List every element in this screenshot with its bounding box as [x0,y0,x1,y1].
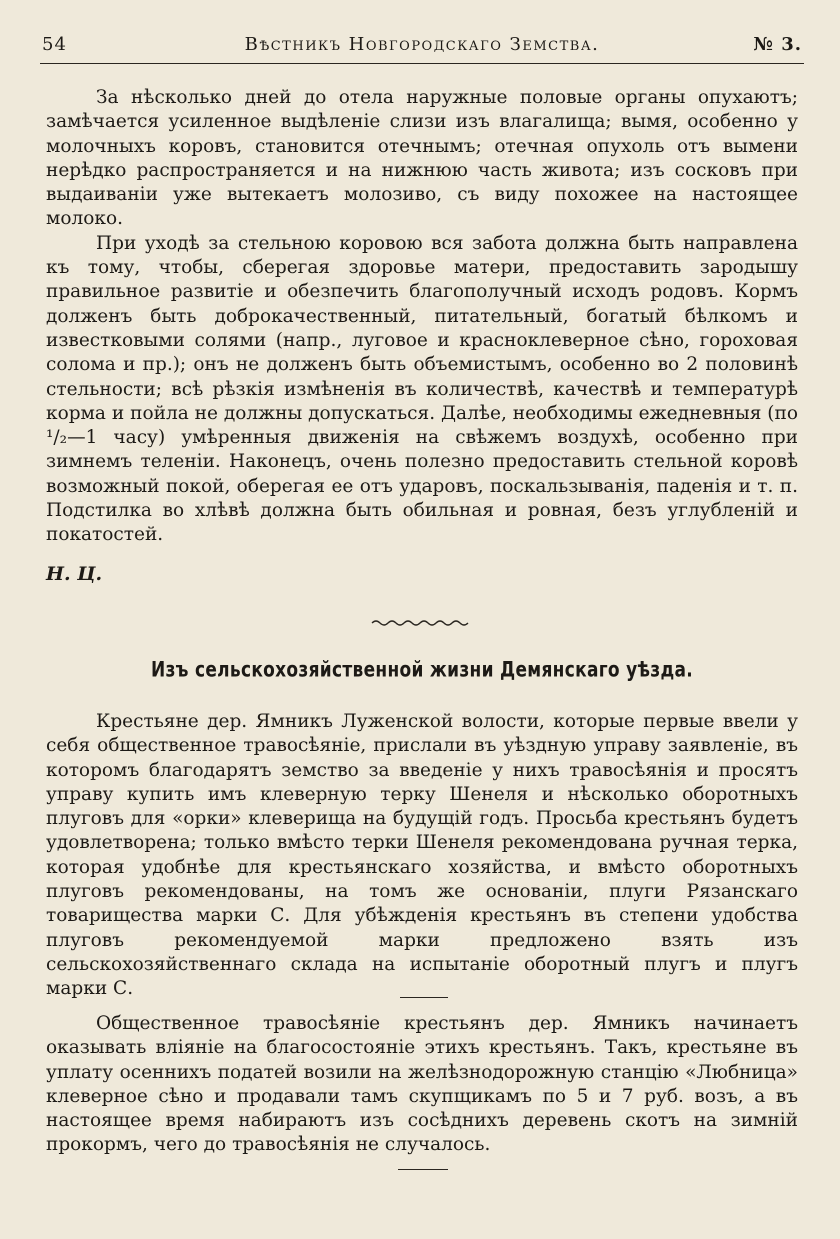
article-demyansk-district [46,710,798,1002]
ornamental-divider [370,618,470,628]
running-header [42,28,802,62]
end-divider [398,1169,448,1170]
paragraph: Общественное травосѣяніе крестьянъ дер. Ямникъ начинаетъ оказывать вліяніе на благосостояніе этихъ крестьянъ. Такъ, крестьяне въ уплату осеннихъ податей возили на желѣзнодорожную станцію «Любница» клеверное сѣно и продавали тамъ скупщикамъ по 5 и 7 руб. возъ, а въ настоящее время набираютъ изъ сосѣднихъ деревень скотъ на зимній прокормъ, чего до травосѣянія не случалось. [46,1013,798,1156]
author-signature: Н. Ц. [46,563,103,585]
paragraph: За нѣсколько дней до отела наружные половые органы опухаютъ; замѣчается усиленное выдѣленіе слизи изъ влагалища; вымя, особенно у молочныхъ коровъ, становится отечнымъ; отечная опухоль отъ вымени нерѣдко распространяется и на нижнюю часть живота; изъ сосковъ при выдаиваніи уже вытекаетъ молозиво, съ виду похожее на настоящее молоко. [46,87,798,230]
paragraph: При уходѣ за стельною коровою вся забота должна быть направлена къ тому, чтобы, сберегая здоровье матери, предоставить зародышу правильное развитіе и обезпечить благополучный исходъ родовъ. Кормъ долженъ быть доброкачественный, питательный, богатый бѣлкомъ и известковыми солями (напр., луговое и красноклеверное сѣно, гороховая солома и пр.); онъ не долженъ быть объемистымъ, особенно во 2 половинѣ стельности; всѣ рѣзкія измѣненія въ количествѣ, качествѣ и температурѣ корма и пойла не должны допускаться. Далѣе, необходимы ежедневныя (по ¹/₂—1 часу) умѣренныя движенія на свѣжемъ воздухѣ, особенно при зимнемъ теленіи. Наконецъ, очень полезно предоставить стельной коровѣ возможный покой, оберегая ее отъ ударовъ, поскальзыванія, паденія и т. п. Подстилка во хлѣвѣ должна быть обильная и ровная, безъ углубленій и покатостей. [46,232,798,546]
article-demyansk-district-continued [46,1012,798,1158]
header-rule [40,63,804,64]
issue-number: № 3. [753,34,802,55]
paragraph: Крестьяне дер. Ямникъ Луженской волости, которые первые ввели у себя общественное травосѣяніе, прислали въ уѣздную управу заявленіе, въ которомъ благодарятъ земство за введеніе у нихъ травосѣянія и просятъ управу купить имъ клеверную терку Шенеля и нѣсколько оборотныхъ плуговъ для «орки» клеверища на будущій годъ. Просьба крестьянъ будетъ удовлетворена; только вмѣсто терки Шенеля рекомендована ручная терка, которая удобнѣе для крестьянскаго хозяйства, и вмѣсто оборотныхъ плуговъ рекомендованы, на томъ же основаніи, плуги Рязанскаго товарищества марки С. Для убѣжденія крестьянъ въ степени удобства плуговъ рекомендуемой марки предложено взять изъ сельскохозяйственнаго склада на испытаніе оборотный плугъ и плугъ марки С. [46,711,798,1000]
short-divider [400,997,448,998]
page-number: 54 [42,34,67,55]
article-cattle-care [46,86,798,548]
journal-title: Вѣстникъ Новгородскаго Земства. [244,34,600,55]
section-title: Изъ сельскохозяйственной жизни Демянскаго уѣзда. [150,657,694,683]
